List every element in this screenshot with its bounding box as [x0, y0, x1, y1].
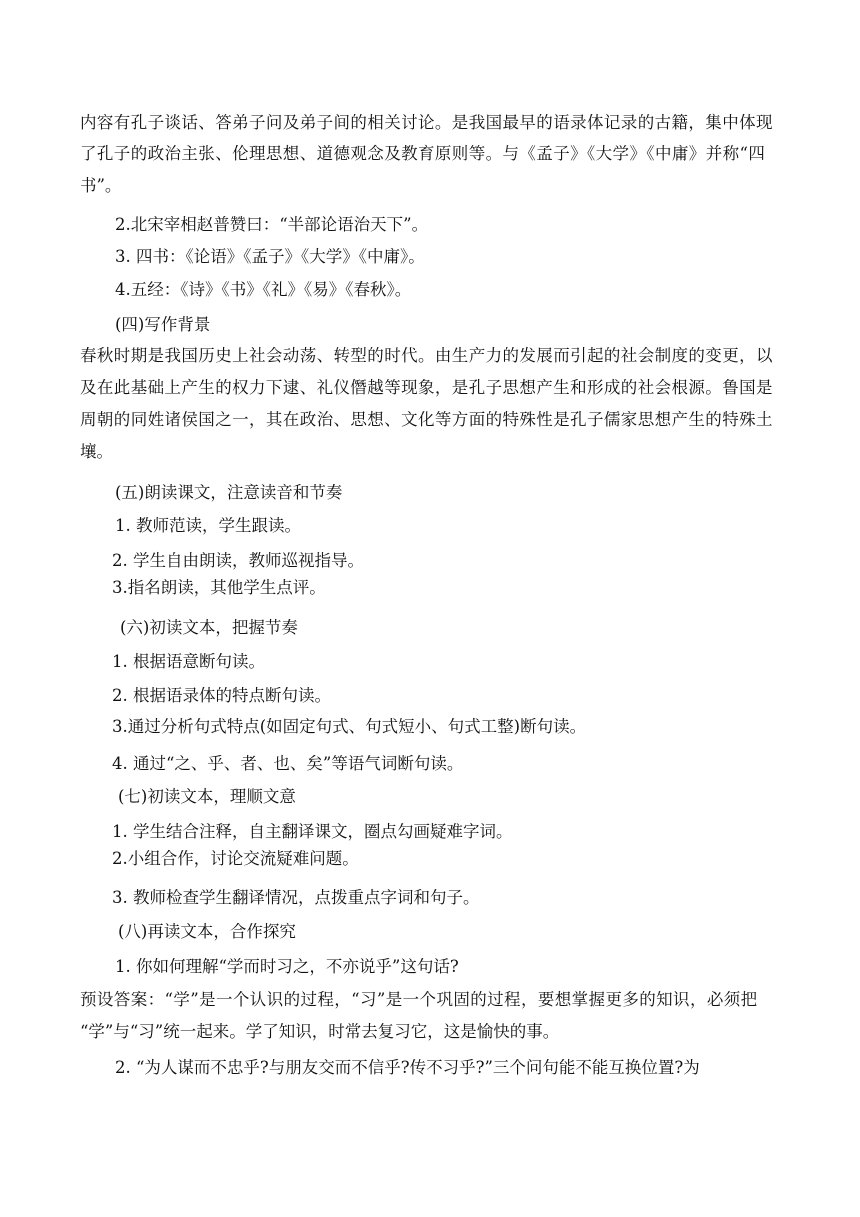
answer-1-line-2: “学”与“习”统一起来。学了知识，时常去复习它，这是愉快的事。 [80, 1022, 560, 1041]
paragraph-analects-line-3: 书”。 [80, 176, 122, 195]
section-heading-writing-background: (四)写作背景 [115, 315, 211, 334]
paragraph-background-line-4: 壤。 [80, 442, 113, 461]
list-item-group-discussion: 2.小组合作，讨论交流疑难问题。 [112, 849, 359, 868]
question-1: 1. 你如何理解“学而时习之，不亦说乎”这句话? [115, 957, 459, 976]
list-item-five-classics: 4.五经：《诗》《书》《礼》《易》《春秋》。 [115, 280, 412, 299]
section-heading-explore: (八)再读文本，合作探究 [118, 922, 296, 941]
answer-1-line-1: 预设答案：“学”是一个认识的过程，“习”是一个巩固的过程，要想掌握更多的知识，必须把 [80, 990, 758, 1009]
paragraph-background-line-3: 周朝的同姓诸侯国之一，其在政治、思想、文化等方面的特殊性是孔子儒家思想产生的特殊土 [80, 410, 773, 429]
list-item-teacher-reads: 1. 教师范读，学生跟读。 [115, 516, 301, 535]
list-item-break-by-particles: 4. 通过“之、乎、者、也、矣”等语气词断句读。 [112, 754, 464, 773]
section-heading-understand-meaning: (七)初读文本，理顺文意 [118, 787, 296, 806]
list-item-zhao-pu: 2.北宋宰相赵普赞曰：“半部论语治天下”。 [115, 215, 429, 234]
section-heading-read-aloud: (五)朗读课文，注意读音和节奏 [115, 483, 343, 502]
paragraph-background-line-2: 及在此基础上产生的权力下逮、礼仪僭越等现象，是孔子思想产生和形成的社会根源。鲁国是 [80, 378, 773, 397]
paragraph-analects-line-1: 内容有孔子谈话、答弟子问及弟子间的相关讨论。是我国最早的语录体记录的古籍，集中体现 [80, 113, 773, 132]
list-item-break-by-meaning: 1. 根据语意断句读。 [112, 652, 265, 671]
list-item-break-by-sentence: 3.通过分析句式特点(如固定句式、句式短小、句式工整)断句读。 [112, 717, 587, 736]
question-2: 2. “为人谋而不忠乎?与朋友交而不信乎?传不习乎?”三个问句能不能互换位置?为 [115, 1058, 700, 1077]
list-item-teacher-check: 3. 教师检查学生翻译情况，点拨重点字词和句子。 [112, 888, 480, 907]
list-item-four-books: 3. 四书：《论语》《孟子》《大学》《中庸》。 [115, 247, 425, 266]
list-item-named-reading: 3.指名朗读，其他学生点评。 [112, 578, 326, 597]
list-item-self-translate: 1. 学生结合注释，自主翻译课文，圈点勾画疑难字词。 [112, 822, 513, 841]
list-item-break-by-style: 2. 根据语录体的特点断句读。 [112, 686, 331, 705]
paragraph-analects-line-2: 了孔子的政治主张、伦理思想、道德观念及教育原则等。与《孟子》《大学》《中庸》并称“四 [80, 144, 766, 163]
section-heading-grasp-rhythm: (六)初读文本，把握节奏 [120, 618, 298, 637]
list-item-free-reading: 2. 学生自由朗读，教师巡视指导。 [112, 551, 364, 570]
paragraph-background-line-1: 春秋时期是我国历史上社会动荡、转型的时代。由生产力的发展而引起的社会制度的变更，以 [80, 346, 773, 365]
